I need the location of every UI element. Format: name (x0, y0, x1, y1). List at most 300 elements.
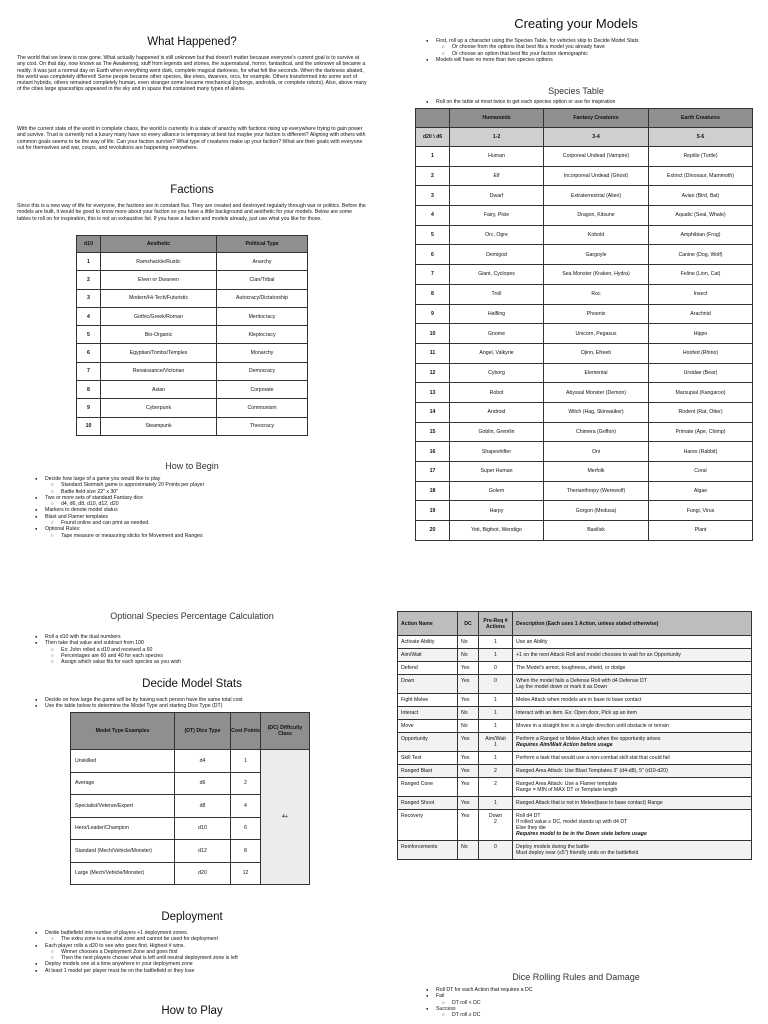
model-dt-cell: d4 (175, 750, 231, 773)
creating-models-title: Creating your Models (514, 16, 638, 31)
table-row (416, 442, 753, 462)
model-dt-cell: d20 (175, 862, 231, 885)
action-name-cell: Skill Test (398, 752, 458, 765)
species-header-blank (416, 109, 450, 128)
species-subheader-1-2: 1-2 (450, 128, 544, 147)
model-type-cell: Large (Mech/Vehicle/Monster) (71, 862, 175, 885)
table-row (416, 284, 753, 304)
species-fantasy-cell: Sea Monster (Kraken, Hydra) (544, 265, 649, 285)
species-roll-cell: 3 (416, 186, 450, 206)
species-fantasy-cell: Witch (Hag, Skinwalker) (544, 402, 649, 422)
species-earth-cell: Rodent (Rat, Otter) (649, 402, 753, 422)
species-humanoid-cell: Goblin, Gremlin (450, 422, 544, 442)
table-row (416, 422, 753, 442)
action-name-cell: Ranged Shoot (398, 797, 458, 810)
action-prereq-cell: 1 (479, 720, 513, 733)
species-table-title: Species Table (548, 86, 604, 96)
sub-bullet-item: ○ Battle field size 22" x 30" (33, 489, 373, 495)
model-type-cell: Specialist/Veteran/Expert (71, 795, 175, 818)
factions-roll-cell: 10 (77, 417, 101, 435)
table-row (398, 841, 752, 860)
table-row (77, 289, 308, 307)
factions-aesthetic-cell: Cyberpunk (101, 399, 217, 417)
species-note-list (424, 99, 754, 105)
page-what-happened (0, 0, 384, 539)
bullet-item: ● Divide battlefield into number of players +1 deployment zones. (33, 930, 378, 936)
species-humanoid-cell: Robot (450, 383, 544, 403)
action-description-text: Perform a Ranged or Melee Attack when the opportunity arises (516, 736, 661, 742)
action-prereq-cell: Aim/Wait 1 (479, 733, 513, 752)
action-prereq-cell: 1 (479, 707, 513, 720)
action-description-text: Melee Attack when models are in base to base contact (516, 697, 642, 703)
bullet-item: ● Success (424, 1006, 754, 1012)
table-row (416, 462, 753, 482)
optional-species-title: Optional Species Percentage Calculation (110, 611, 274, 621)
species-roll-cell: 2 (416, 166, 450, 186)
species-earth-cell: Coral (649, 462, 753, 482)
action-description-text: Ranged Area Attack: Use Blast Templates 3" (d4-d8), 5" (d10-d20) (516, 768, 668, 774)
species-roll-cell: 9 (416, 304, 450, 324)
sub-bullet-item: ○ Percentages are 60 and 40 for each species (33, 653, 373, 659)
factions-roll-cell: 5 (77, 326, 101, 344)
factions-roll-cell: 8 (77, 381, 101, 399)
sub-bullet-item: ○ Or choose an option that best fits your faction demographic (424, 51, 754, 57)
actions-header-name: Action Name (398, 612, 458, 636)
species-humanoid-cell: Harpy (450, 501, 544, 521)
factions-table-body (77, 253, 308, 436)
deployment-title: Deployment (161, 911, 223, 923)
page-creating-models (384, 0, 768, 534)
action-name-cell: Move (398, 720, 458, 733)
table-row (77, 271, 308, 289)
species-humanoid-cell: Human (450, 147, 544, 167)
table-row (77, 362, 308, 380)
action-description-cell (513, 733, 752, 752)
species-roll-cell: 13 (416, 383, 450, 403)
action-description-text: Moves in a straight line in a single direction until obstacle or terrain (516, 723, 669, 729)
species-humanoid-cell: Shapeshifter (450, 442, 544, 462)
action-dc-cell: Yes (458, 694, 479, 707)
bullet-item: ● Then take that value and subtract from 100 (33, 640, 373, 646)
species-fantasy-cell: Basilisk (544, 521, 649, 541)
species-fantasy-cell: Unicorn, Pegasus (544, 324, 649, 344)
action-dc-cell: No (458, 636, 479, 649)
species-earth-cell: Reptile (Turtle) (649, 147, 753, 167)
page-model-stats (0, 512, 384, 1024)
species-humanoid-cell: Orc, Ogre (450, 225, 544, 245)
table-row (398, 810, 752, 841)
action-description-text: The Model's armor, toughness, shield, or dodge (516, 665, 626, 671)
action-description-cell (513, 694, 752, 707)
actions-table (397, 611, 752, 860)
species-roll-cell: 11 (416, 343, 450, 363)
species-fantasy-cell: Djinn, Efreeti (544, 343, 649, 363)
species-humanoid-cell: Fairy, Pixie (450, 206, 544, 226)
factions-table (76, 235, 308, 436)
actions-header-dc: DC (458, 612, 479, 636)
species-fantasy-cell: Gorgon (Medusa) (544, 501, 649, 521)
table-row (398, 649, 752, 662)
species-earth-cell: Marsupial (Kangaroo) (649, 383, 753, 403)
factions-political-cell: Democracy (217, 362, 308, 380)
factions-aesthetic-cell: Bio-Organic (101, 326, 217, 344)
action-description-text: Use an Ability (516, 639, 548, 645)
species-fantasy-cell: Elemental (544, 363, 649, 383)
table-row (416, 147, 753, 167)
species-humanoid-cell: Elf (450, 166, 544, 186)
species-fantasy-cell: Oni (544, 442, 649, 462)
action-description-cell (513, 720, 752, 733)
table-row (77, 326, 308, 344)
action-description-cell (513, 752, 752, 765)
action-dc-cell: No (458, 707, 479, 720)
species-earth-cell: Hares (Rabbit) (649, 442, 753, 462)
species-humanoid-cell: Demigod (450, 245, 544, 265)
species-roll-cell: 4 (416, 206, 450, 226)
table-row (398, 707, 752, 720)
species-humanoid-cell: Angel, Valkyrie (450, 343, 544, 363)
species-humanoid-cell: Yeti, Bigfoot, Wendigo (450, 521, 544, 541)
factions-aesthetic-cell: Gothic/Greek/Roman (101, 307, 217, 325)
factions-roll-cell: 7 (77, 362, 101, 380)
species-fantasy-cell: Kobold (544, 225, 649, 245)
factions-roll-cell: 9 (77, 399, 101, 417)
action-prereq-cell: 0 (479, 841, 513, 860)
model-dt-cell: d10 (175, 817, 231, 840)
actions-table-body (398, 636, 752, 860)
bullet-item: ● First, roll up a character using the Species Table, for vehicles skip to Decide Model Stats (424, 38, 754, 44)
species-earth-cell: Primate (Ape, Chimp) (649, 422, 753, 442)
table-row (398, 720, 752, 733)
factions-political-cell: Monarchy (217, 344, 308, 362)
sub-bullet-item: ○ Found online and can print as needed. (33, 520, 373, 526)
species-earth-cell: Avian (Bird, Bat) (649, 186, 753, 206)
species-roll-cell: 18 (416, 481, 450, 501)
action-dc-cell: No (458, 841, 479, 860)
species-humanoid-cell: Giant, Cyclopes (450, 265, 544, 285)
species-subheader-3-4: 3-4 (544, 128, 649, 147)
species-roll-cell: 19 (416, 501, 450, 521)
action-dc-cell: Yes (458, 778, 479, 797)
action-requirement-note: Requires model to be in the Down state before usage (516, 831, 647, 837)
species-fantasy-cell: Merfolk (544, 462, 649, 482)
species-fantasy-cell: Incorporeal Undead (Ghost) (544, 166, 649, 186)
action-prereq-cell: 0 (479, 675, 513, 694)
table-row (398, 752, 752, 765)
table-row (77, 399, 308, 417)
action-description-cell (513, 778, 752, 797)
species-roll-cell: 7 (416, 265, 450, 285)
dice-rules-list (424, 987, 754, 1018)
sub-bullet-item: ○ Assign which value fits for each species as you wish (33, 659, 373, 665)
action-description-text: +1 on the next Attack Roll and model chooses to wait for an Opportunity (516, 652, 681, 658)
action-dc-cell: No (458, 720, 479, 733)
model-stats-title: Decide Model Stats (142, 678, 242, 690)
table-row (416, 343, 753, 363)
table-row (398, 765, 752, 778)
sub-bullet-item: ○ Ex: John rolled a d10 and received a 60 (33, 647, 373, 653)
action-dc-cell: Yes (458, 675, 479, 694)
species-roll-cell: 16 (416, 442, 450, 462)
species-roll-cell: 8 (416, 284, 450, 304)
action-description-cell (513, 765, 752, 778)
factions-aesthetic-cell: Modern/Hi-Tech/Futuristic (101, 289, 217, 307)
model-cost-cell: 4 (231, 795, 261, 818)
bullet-item: ● Roll a d10 with the dual numbers (33, 634, 373, 640)
species-roll-cell: 15 (416, 422, 450, 442)
bullet-item: ● At least 1 model per player must be on the battlefield or they lose (33, 968, 378, 974)
model-header-cost: Cost Points (231, 713, 261, 750)
what-happened-title: What Happened? (147, 36, 237, 48)
action-description-text: Ranged Area Attack: Use a Flamer template Range = MIN of MAX DT or Template length (516, 781, 618, 793)
species-fantasy-cell: Chimera (Griffon) (544, 422, 649, 442)
species-humanoid-cell: Dwarf (450, 186, 544, 206)
model-type-cell: Hero/Leader/Champion (71, 817, 175, 840)
action-prereq-cell: 1 (479, 797, 513, 810)
species-humanoid-cell: Gnome (450, 324, 544, 344)
action-description-cell (513, 662, 752, 675)
action-dc-cell: Yes (458, 662, 479, 675)
species-earth-cell: Extinct (Dinosaur, Mammoth) (649, 166, 753, 186)
table-row (416, 304, 753, 324)
factions-header-aesthetic: Aesthetic (101, 236, 217, 253)
action-description-cell (513, 649, 752, 662)
bullet-item: ● Markers to denote model status (33, 507, 373, 513)
sub-bullet-item: ○ DT roll ≥ DC (424, 1012, 754, 1018)
action-description-text: Ranged Attack that is not in Melee(base to base contact) Range (516, 800, 663, 806)
action-description-text: Deploy models during the battle Must deploy near (≤5") friendly units on the battlefield (516, 844, 639, 856)
model-cost-cell: 1 (231, 750, 261, 773)
action-name-cell: Recovery (398, 810, 458, 841)
table-row (416, 265, 753, 285)
species-fantasy-cell: Abyssal Monster (Demon) (544, 383, 649, 403)
species-fantasy-cell: Phoenix (544, 304, 649, 324)
species-earth-cell: Canine (Dog, Wolf) (649, 245, 753, 265)
model-dt-cell: d8 (175, 795, 231, 818)
bullet-item: ● Roll DT for each Action that requires a DC (424, 987, 754, 993)
action-dc-cell: Yes (458, 752, 479, 765)
model-header-dc: (DC) Difficulty Class (261, 713, 310, 750)
bullet-item: ● Models will have no more than two species options (424, 57, 754, 63)
species-humanoid-cell: Troll (450, 284, 544, 304)
table-row (398, 733, 752, 752)
factions-aesthetic-cell: Elven or Dwarven (101, 271, 217, 289)
factions-header-d10: d10 (77, 236, 101, 253)
action-description-cell (513, 797, 752, 810)
factions-political-cell: Meritocracy (217, 307, 308, 325)
factions-aesthetic-cell: Egyptian/Tombs/Temples (101, 344, 217, 362)
species-table (415, 108, 753, 541)
factions-aesthetic-cell: Asian (101, 381, 217, 399)
action-requirement-note: Requires Aim/Wait Action before usage (516, 742, 613, 748)
action-name-cell: Ranged Blast (398, 765, 458, 778)
table-row (77, 253, 308, 271)
species-earth-cell: Plant (649, 521, 753, 541)
species-roll-cell: 6 (416, 245, 450, 265)
action-name-cell: Interact (398, 707, 458, 720)
species-fantasy-cell: Gargoyle (544, 245, 649, 265)
species-earth-cell: Amphibian (Frog) (649, 225, 753, 245)
factions-roll-cell: 3 (77, 289, 101, 307)
action-description-cell (513, 675, 752, 694)
factions-header-political: Political Type (217, 236, 308, 253)
table-row (416, 166, 753, 186)
action-description-cell (513, 841, 752, 860)
model-dt-cell: d6 (175, 772, 231, 795)
species-header-fantasy: Fantasy Creatures (544, 109, 649, 128)
actions-header-prereq: Pre-Req # Actions (479, 612, 513, 636)
sub-bullet-item: ○ DT roll < DC (424, 1000, 754, 1006)
species-subheader-roll: d20 \ d6 (416, 128, 450, 147)
action-name-cell: Activate Ability (398, 636, 458, 649)
creating-models-list (424, 38, 754, 63)
species-fantasy-cell: Dragon, Kitsune (544, 206, 649, 226)
bullet-item: ● Optional Rules: (33, 526, 373, 532)
action-dc-cell: Yes (458, 733, 479, 752)
bullet-item: ● Use the table below to determine the Model Type and starting Dice Type (DT) (33, 703, 373, 709)
action-prereq-cell: 1 (479, 694, 513, 707)
species-fantasy-cell: Roc (544, 284, 649, 304)
action-name-cell: Reinforcements (398, 841, 458, 860)
table-row (416, 225, 753, 245)
table-row (416, 402, 753, 422)
factions-roll-cell: 2 (77, 271, 101, 289)
bullet-item: ● Deploy models one at a time anywhere in your deployment zone (33, 961, 378, 967)
table-row (416, 383, 753, 403)
bullet-item: ● Blast and Flamer templates (33, 514, 373, 520)
action-description-text: Perform a task that would use a non-combat skill stat that could fail (516, 755, 670, 761)
species-note: ● Roll on the table at most twice to get each species option or use for inspiration (424, 99, 754, 105)
model-type-cell: Standard (Mech/Vehicle/Monster) (71, 840, 175, 863)
action-prereq-cell: Down 2 (479, 810, 513, 841)
what-happened-para-2: With the current state of the world in complete chaos, the world is currently in a state of anarchy with factions rising up everywhere trying to gain power and survive. Trust is currently not a luxury many have so every alliance is temporary at best but maybe your faction is different? Aligning with others with common goals seems to be the way of life. Can your faction survive? What type of creatures make up your faction? What are their goals with everyone out for themselves and war, coups, and revolutions are happening everywhere. (17, 126, 366, 151)
table-row (77, 344, 308, 362)
action-prereq-cell: 2 (479, 778, 513, 797)
model-stats-table (70, 712, 310, 885)
species-earth-cell: Insect (649, 284, 753, 304)
action-prereq-cell: 1 (479, 752, 513, 765)
species-earth-cell: Arachnid (649, 304, 753, 324)
optional-species-list (33, 634, 373, 665)
species-roll-cell: 12 (416, 363, 450, 383)
model-stats-table-body (71, 750, 310, 885)
bullet-item: ● Two or more sets of standard Fantasy dice (33, 495, 373, 501)
factions-aesthetic-cell: Steampunk (101, 417, 217, 435)
sub-bullet-item: ○ Tape measure or measuring sticks for Movement and Ranges (33, 533, 373, 539)
species-earth-cell: Feline (Lion, Cat) (649, 265, 753, 285)
action-prereq-cell: 0 (479, 662, 513, 675)
species-roll-cell: 17 (416, 462, 450, 482)
species-table-body (416, 147, 753, 541)
action-name-cell: Aim/Wait (398, 649, 458, 662)
action-name-cell: Opportunity (398, 733, 458, 752)
action-prereq-cell: 1 (479, 649, 513, 662)
factions-aesthetic-cell: Ramshackle/Rustic (101, 253, 217, 271)
action-name-cell: Down (398, 675, 458, 694)
action-description-text: When the model fails a Defense Roll with d4 Defense DT Lay the model down or mark it as Down (516, 678, 647, 690)
action-prereq-cell: 2 (479, 765, 513, 778)
model-dt-cell: d12 (175, 840, 231, 863)
species-earth-cell: Algae (649, 481, 753, 501)
table-row (398, 797, 752, 810)
factions-title: Factions (170, 184, 214, 196)
species-roll-cell: 10 (416, 324, 450, 344)
actions-header-description: Description (Each uses 1 Action, unless stated otherwise) (513, 612, 752, 636)
species-humanoid-cell: Android (450, 402, 544, 422)
factions-political-cell: Anarchy (217, 253, 308, 271)
model-cost-cell: 8 (231, 840, 261, 863)
table-row (77, 307, 308, 325)
dice-rules-title: Dice Rolling Rules and Damage (512, 972, 640, 982)
species-earth-cell: Fungi, Virus (649, 501, 753, 521)
table-row (398, 662, 752, 675)
model-cost-cell: 12 (231, 862, 261, 885)
action-dc-cell: Yes (458, 765, 479, 778)
factions-political-cell: Clan/Tribal (217, 271, 308, 289)
species-humanoid-cell: Halfling (450, 304, 544, 324)
sub-bullet-item: ○ The extra zone is a neutral zone and cannot be used for deployment (33, 936, 378, 942)
factions-political-cell: Corporate (217, 381, 308, 399)
model-stats-list (33, 697, 373, 710)
action-description-cell (513, 636, 752, 649)
species-humanoid-cell: Cyborg (450, 363, 544, 383)
how-to-play-title: How to Play (161, 1005, 223, 1017)
table-row (416, 245, 753, 265)
table-row (416, 206, 753, 226)
factions-political-cell: Autocracy/Dictatorship (217, 289, 308, 307)
species-earth-cell: Hippo (649, 324, 753, 344)
species-roll-cell: 1 (416, 147, 450, 167)
species-roll-cell: 5 (416, 225, 450, 245)
factions-roll-cell: 6 (77, 344, 101, 362)
species-roll-cell: 20 (416, 521, 450, 541)
factions-political-cell: Theocracy (217, 417, 308, 435)
species-header-humanoids: Humanoids (450, 109, 544, 128)
action-dc-cell: No (458, 649, 479, 662)
species-earth-cell: Aquatic (Seal, Whale) (649, 206, 753, 226)
action-description-text: Roll d4 DT If rolled value ≥ DC, model stands up with d4 DT Else they die (516, 813, 628, 831)
species-earth-cell: Ursidae (Bear) (649, 363, 753, 383)
sub-bullet-item: ○ Standard Skirmish game is approximately 20 Points per player (33, 482, 373, 488)
model-cost-cell: 6 (231, 817, 261, 840)
action-name-cell: Defend (398, 662, 458, 675)
action-dc-cell: Yes (458, 810, 479, 841)
species-humanoid-cell: Super Human (450, 462, 544, 482)
sub-bullet-item: ○ Winner chooses a Deployment Zone and goes first (33, 949, 378, 955)
sub-bullet-item: ○ Then the next players choose what is left until neutral deployment zone is left (33, 955, 378, 961)
action-name-cell: Ranged Cone (398, 778, 458, 797)
action-dc-cell: Yes (458, 797, 479, 810)
table-row (416, 186, 753, 206)
table-row (416, 324, 753, 344)
action-description-cell (513, 810, 752, 841)
action-prereq-cell: 1 (479, 636, 513, 649)
factions-aesthetic-cell: Renaissance/Victorian (101, 362, 217, 380)
species-header-earth: Earth Creatures (649, 109, 753, 128)
factions-political-cell: Communism (217, 399, 308, 417)
sub-bullet-item: ○ Or choose from the options that best fits a model you already have (424, 44, 754, 50)
page-actions (384, 512, 768, 1024)
bullet-item: ● Each player rolls a d20 to see who goes first. Highest # wins. (33, 943, 378, 949)
factions-roll-cell: 1 (77, 253, 101, 271)
bullet-item: ● Decide how large of a game you would like to play (33, 476, 373, 482)
model-type-cell: Average (71, 772, 175, 795)
action-description-cell (513, 707, 752, 720)
model-header-type: Model Type Examples (71, 713, 175, 750)
how-to-begin-title: How to Begin (165, 461, 219, 471)
species-humanoid-cell: Golem (450, 481, 544, 501)
species-earth-cell: Hoofed (Rhino) (649, 343, 753, 363)
